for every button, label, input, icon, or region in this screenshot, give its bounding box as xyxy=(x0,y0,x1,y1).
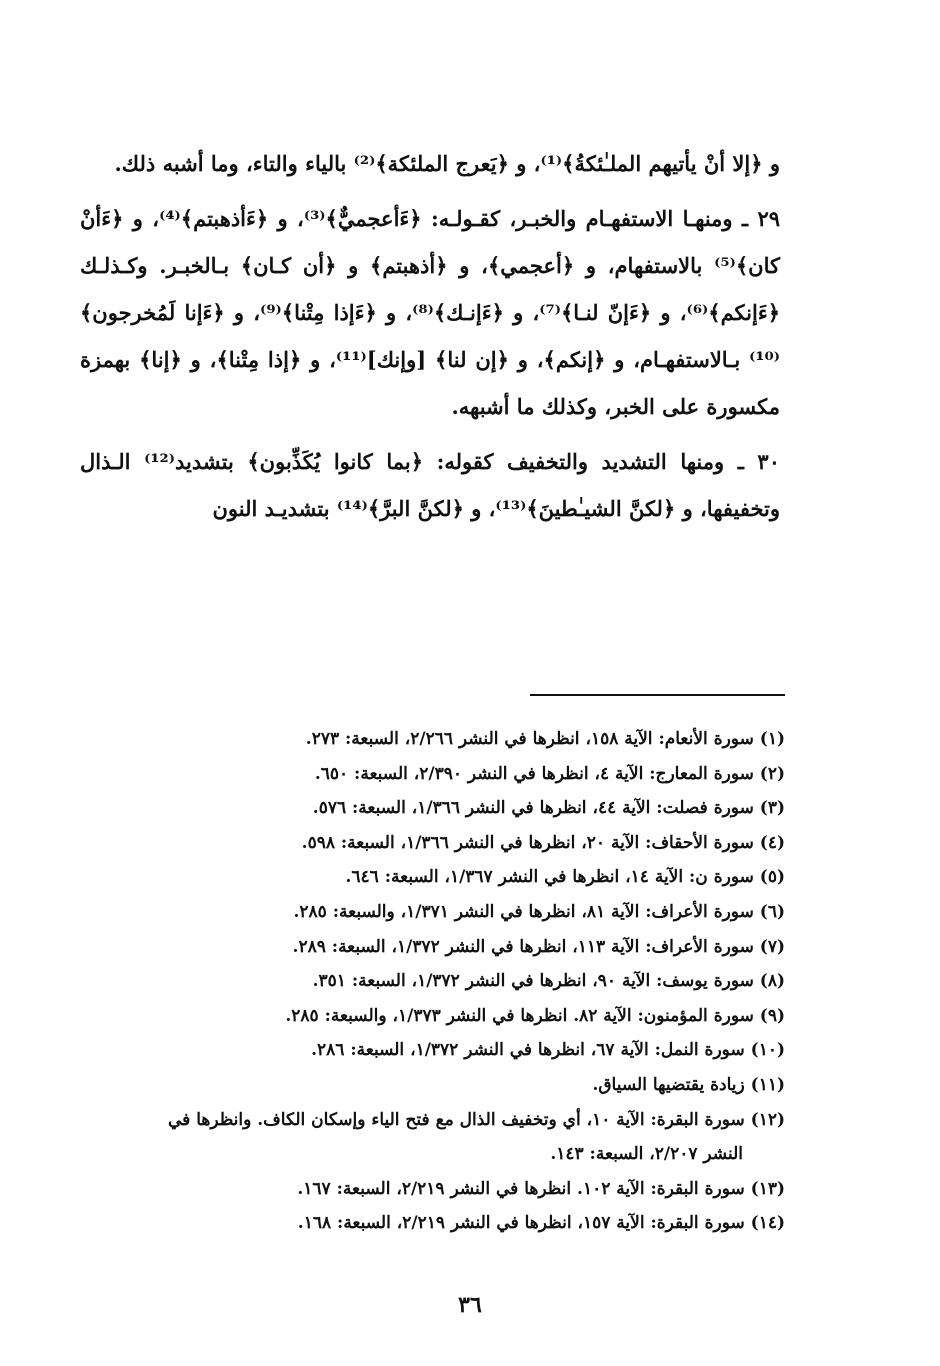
footnote-number: (١٠) xyxy=(750,1040,785,1061)
footnote-number: (٨) xyxy=(759,971,785,992)
footnote-number: (١٢) xyxy=(750,1109,785,1130)
footnote-text: سورة المؤمنون: الآية ٨٢. انظرها في النشر ١/٣٧٣، والسبعة: ٢٨٥. xyxy=(285,1005,754,1026)
page-number: ٣٦ xyxy=(458,1292,482,1318)
footnote-1 xyxy=(80,722,785,757)
footnote-number: (٥) xyxy=(759,867,785,888)
paragraph-1: و ﴿إلا أنْ يأتيهم الملـٰئكةُ﴾⁽¹⁾، و ﴿يَعرج الملئكة﴾⁽²⁾ بالياء والتاء، وما أشبه ذلك. xyxy=(114,151,780,176)
footnote-continuation: النشر ٢/٢٠٧، السبعة: ١٤٣. xyxy=(550,1144,743,1165)
footnote-number: (١٣) xyxy=(750,1178,785,1199)
footnote-text: سورة الأعراف: الآية ١١٣، انظرها في النشر ١/٣٧٢، السبعة: ٢٨٩. xyxy=(292,936,754,957)
footnote-text: سورة فصلت: الآية ٤٤، انظرها في النشر ١/٣٦٦، السبعة: ٥٧٦. xyxy=(312,798,754,819)
footnote-text: سورة الأعراف: الآية ٨١، انظرها في النشر ١/٣٧١، والسبعة: ٢٨٥. xyxy=(293,901,754,922)
footnote-3 xyxy=(80,791,785,826)
footnote-7 xyxy=(80,930,785,965)
footnote-number: (٧) xyxy=(759,936,785,957)
footnote-number: (١٤) xyxy=(750,1213,785,1234)
footnote-text: سورة الأحقاف: الآية ٢٠، انظرها في النشر ١/٣٦٦، السبعة: ٥٩٨. xyxy=(301,832,754,853)
footnote-14 xyxy=(80,1206,785,1241)
footnote-text: سورة البقرة: الآية ١٠، أي وتخفيف الذال مع فتح الياء وإسكان الكاف. وانظرها في xyxy=(167,1109,745,1130)
footnotes xyxy=(80,722,785,1241)
footnote-5 xyxy=(80,860,785,895)
footnote-number: (٦) xyxy=(759,901,785,922)
footnote-number: (٤) xyxy=(759,832,785,853)
footnote-2 xyxy=(80,757,785,792)
footnote-text: سورة البقرة: الآية ١٥٧، انظرها في النشر ٢/٢١٩، السبعة: ١٦٨. xyxy=(297,1213,745,1234)
footnote-text: سورة المعارج: الآية ٤، انظرها في النشر ٢/٣٩٠، السبعة: ٦٥٠. xyxy=(314,763,754,784)
footnote-number: (١١) xyxy=(750,1074,785,1095)
footnote-13 xyxy=(80,1172,785,1207)
footnote-separator xyxy=(530,694,785,696)
footnote-text: سورة النمل: الآية ٦٧، انظرها في النشر ١/٣٧٢، السبعة: ٢٨٦. xyxy=(311,1040,745,1061)
paragraph-29: ٢٩ ـ ومنهـا الاستفهـام والخبـر، كقـولـه: ﴿ءَأعجميٌّ﴾⁽³⁾، و ﴿ءَأذهبتم﴾⁽⁴⁾، و ﴿ءَأنْ كان﴾⁽⁵⁾ بالاستفهام، و ﴿أعجمي﴾، و ﴿أذهبتم﴾ و ﴿أن كـان﴾ بـالخبـر. وكـذلـك ﴿ءَإنكم﴾⁽⁶⁾، و ﴿ءَإنّ لنـا﴾⁽⁷⁾، و ﴿ءَإنـك﴾⁽⁸⁾، و ﴿ءَإذا مِتْنا﴾⁽⁹⁾، و ﴿ءَإنا لَمُخرجون﴾⁽¹⁰⁾ بـالاستفهـام، و ﴿إنكم﴾، و ﴿إن لنا﴾ [وإنك]⁽¹¹⁾، و ﴿إذا مِتْنا﴾، و ﴿إنا﴾ بهمزة مكسورة على الخبر، وكذلك ما أشبهه. xyxy=(80,206,781,419)
paragraph-30: ٣٠ ـ ومنها التشديد والتخفيف كقوله: ﴿بما كانوا يُكَذِّبون﴾ بتشديد⁽¹²⁾ الـذال وتخفيفها، و ﴿لكنَّ الشيـٰطينَ﴾⁽¹³⁾، و ﴿لكنَّ البرَّ﴾⁽¹⁴⁾ بتشديـد النون xyxy=(80,449,780,521)
footnote-text: سورة ن: الآية ١٤، انظرها في النشر ١/٣٦٧، السبعة: ٦٤٦. xyxy=(345,867,754,888)
footnote-12 xyxy=(80,1103,785,1172)
footnote-8 xyxy=(80,964,785,999)
footnote-number: (٣) xyxy=(759,798,785,819)
footnote-9 xyxy=(80,999,785,1034)
footnote-10 xyxy=(80,1033,785,1068)
footnote-number: (١) xyxy=(759,729,785,749)
footnote-text: سورة يوسف: الآية ٩٠، انظرها في النشر ١/٣٧٢، السبعة: ٣٥١. xyxy=(312,971,754,992)
footnote-text: سورة البقرة: الآية ١٠٢. انظرها في النشر ٢/٢١٩، السبعة: ١٦٧. xyxy=(297,1178,745,1199)
footnote-number: (٢) xyxy=(759,763,785,784)
footnote-4 xyxy=(80,826,785,861)
footnote-6 xyxy=(80,895,785,930)
footnote-number: (٩) xyxy=(759,1005,785,1026)
footnote-text: زيادة يقتضيها السياق. xyxy=(592,1074,745,1095)
main-text xyxy=(80,140,780,540)
footnote-text: سورة الأنعام: الآية ١٥٨، انظرها في النشر ٢/٢٦٦، السبعة: ٢٧٣. xyxy=(305,729,754,749)
footnote-11 xyxy=(80,1068,785,1103)
